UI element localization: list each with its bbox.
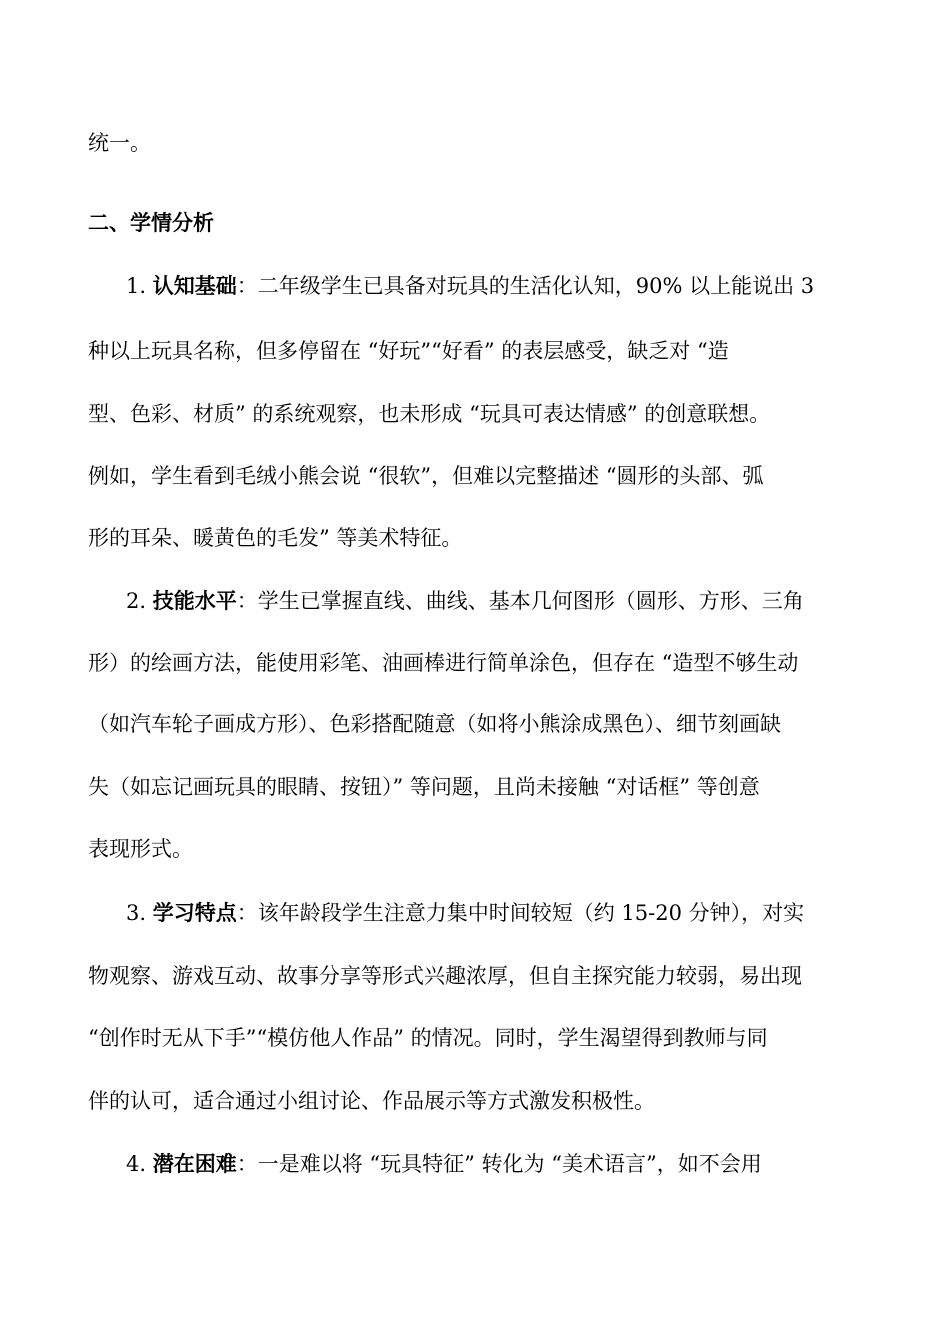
paragraph-3-first-line <box>126 898 864 928</box>
paragraph-term: 技能水平 <box>152 588 237 613</box>
text-line: 失（如忘记画玩具的眼睛、按钮）” 等问题，且尚未接触 “对话框” 等创意 <box>88 775 760 799</box>
text-line: 型、色彩、材质” 的系统观察，也未形成 “玩具可表达情感” 的创意联想。 <box>88 402 771 426</box>
paragraph-number: 1. <box>126 274 147 298</box>
paragraph-text: ：学生已掌握直线、曲线、基本几何图形（圆形、方形、三角 <box>236 589 804 613</box>
text-line: “创作时无从下手”“模仿他人作品” 的情况。同时，学生渴望得到教师与同 <box>88 1026 768 1050</box>
paragraph-text: ：二年级学生已具备对玩具的生活化认知，90% 以上能说出 3 <box>236 274 815 298</box>
paragraph-1-first-line <box>126 271 864 301</box>
paragraph-term: 学习特点 <box>152 900 237 925</box>
paragraph-number: 2. <box>126 589 147 613</box>
paragraph-text: ：该年龄段学生注意力集中时间较短（约 15-20 分钟），对实 <box>236 901 805 925</box>
paragraph-number: 3. <box>126 901 147 925</box>
paragraph-term: 认知基础 <box>152 273 237 298</box>
text-line: 统一。 <box>88 131 151 155</box>
paragraph-2-first-line <box>126 586 864 616</box>
text-line: 形）的绘画方法，能使用彩笔、油画棒进行简单涂色，但存在 “造型不够生动 <box>88 651 799 675</box>
paragraph-text: ：一是难以将 “玩具特征” 转化为 “美术语言”，如不会用 <box>236 1152 762 1176</box>
text-line: （如汽车轮子画成方形）、色彩搭配随意（如将小熊涂成黑色）、细节刻画缺 <box>88 712 781 736</box>
text-line: 物观察、游戏互动、故事分享等形式兴趣浓厚，但自主探究能力较弱，易出现 <box>88 964 802 988</box>
text-line: 表现形式。 <box>88 837 193 861</box>
paragraph-4-first-line <box>126 1149 864 1179</box>
paragraph-number: 4. <box>126 1152 147 1176</box>
text-line: 种以上玩具名称，但多停留在 “好玩”“好看” 的表层感受，缺乏对 “造 <box>88 339 729 363</box>
text-line: 伴的认可，适合通过小组讨论、作品展示等方式激发积极性。 <box>88 1089 655 1113</box>
paragraph-term: 潜在困难 <box>152 1151 237 1176</box>
section-heading: 二、学情分析 <box>88 210 214 235</box>
text-line: 形的耳朵、暖黄色的毛发” 等美术特征。 <box>88 526 463 550</box>
text-line: 例如，学生看到毛绒小熊会说 “很软”，但难以完整描述 “圆形的头部、弧 <box>88 464 764 488</box>
